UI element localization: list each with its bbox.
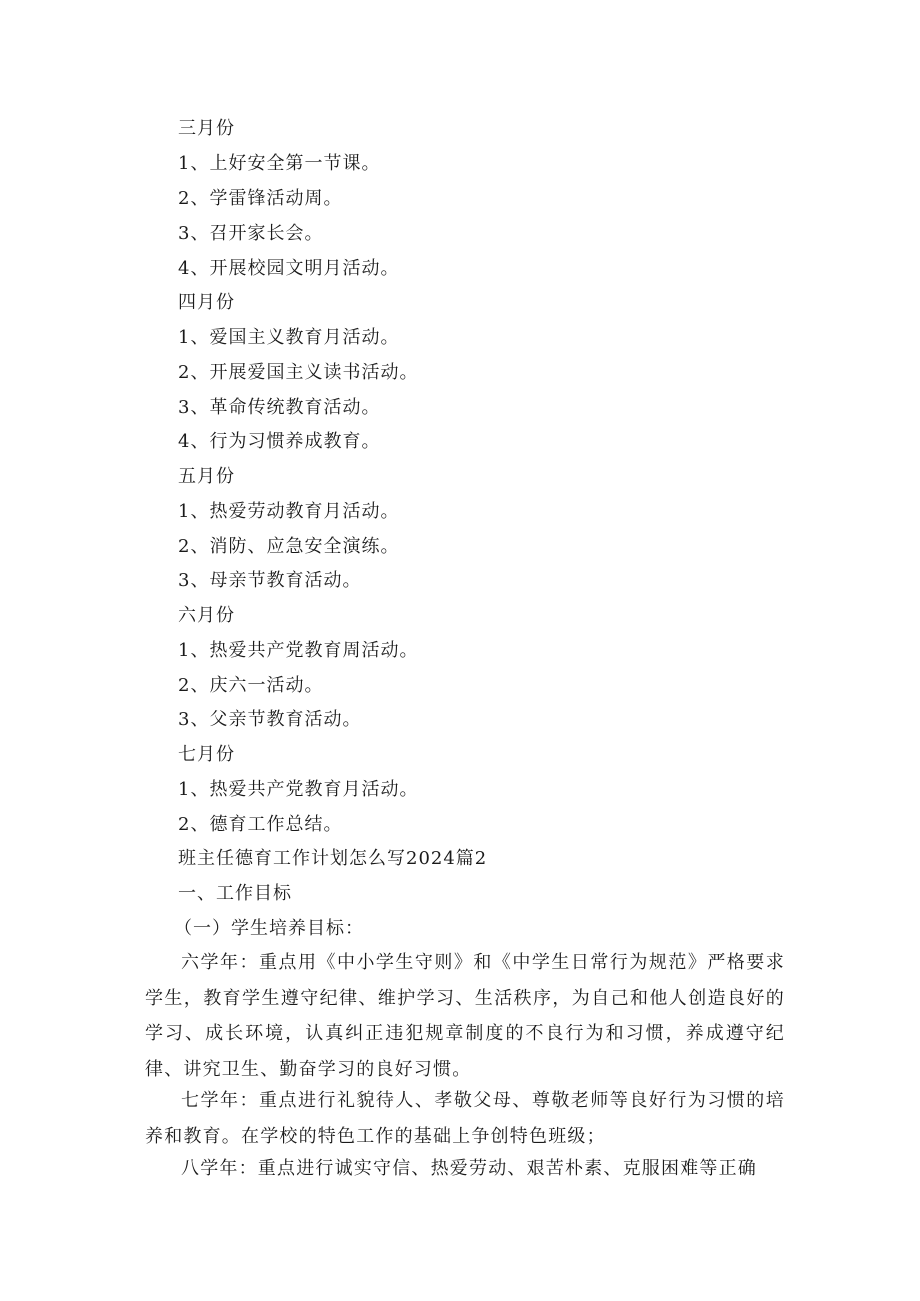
list-item: 3、革命传统教育活动。 [178,397,381,418]
month-heading-march: 三月份 [178,118,235,139]
list-item: 3、父亲节教育活动。 [178,709,362,730]
section-title: 班主任德育工作计划怎么写2024篇2 [178,848,488,869]
month-heading-may: 五月份 [178,466,235,487]
list-item: 1、热爱共产党教育周活动。 [178,640,419,661]
list-item: 2、庆六一活动。 [178,675,324,696]
subsection-heading: （一）学生培养目标： [174,918,364,939]
month-heading-april: 四月份 [178,292,235,313]
month-heading-june: 六月份 [178,605,235,626]
month-heading-july: 七月份 [178,744,235,765]
list-item: 1、爱国主义教育月活动。 [178,327,400,348]
list-item: 4、开展校园文明月活动。 [178,258,400,279]
list-item: 2、开展爱国主义读书活动。 [178,362,419,383]
paragraph-grade-six: 六学年：重点用《中小学生守则》和《中学生日常行为规范》严格要求学生，教育学生遵守纪律、维护学习、生活秩序，为自己和他人创造良好的学习、成长环境，认真纠正违犯规章制度的不良行为和习惯，养成遵守纪律、讲究卫生、勤奋学习的良好习惯。 [145,952,785,1080]
paragraph-grade-eight: 八学年：重点进行诚实守信、热爱劳动、艰苦朴素、克服困难等正确 [181,1158,757,1179]
list-item: 1、热爱劳动教育月活动。 [178,501,400,522]
list-item: 4、行为习惯养成教育。 [178,431,381,452]
list-item: 2、学雷锋活动周。 [178,188,343,209]
list-item: 1、热爱共产党教育月活动。 [178,779,419,800]
list-item: 1、上好安全第一节课。 [178,153,381,174]
list-item: 3、母亲节教育活动。 [178,570,362,591]
list-item: 2、德育工作总结。 [178,814,343,835]
list-item: 2、消防、应急安全演练。 [178,536,400,557]
section-heading: 一、工作目标 [178,883,292,904]
list-item: 3、召开家长会。 [178,223,324,244]
paragraph-grade-seven: 七学年：重点进行礼貌待人、孝敬父母、尊敬老师等良好行为习惯的培养和教育。在学校的特色工作的基础上争创特色班级； [145,1090,785,1147]
